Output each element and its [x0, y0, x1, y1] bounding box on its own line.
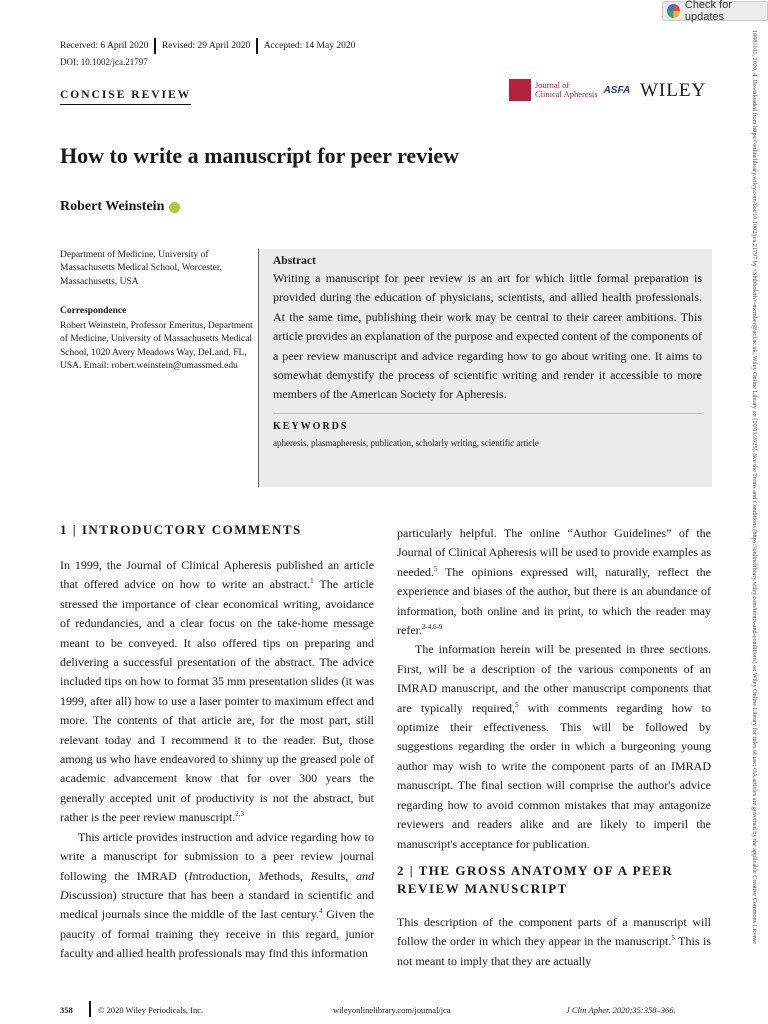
article-title: How to write a manuscript for peer review: [60, 143, 459, 168]
left-column-body: [60, 556, 374, 964]
abstract-box: [258, 249, 712, 487]
paragraph: particularly helpful. The online “Author Guidelines” of the Journal of Clinical Apheresis will be used to provide examples as needed.$^5$ The opinions expressed will, naturally, reflect the experience and biases of the author, but there is an abundance of information, both online and in print, to which the reader may refer.$^{2-4,6-9}$: [397, 526, 711, 638]
journal-logo-text: Journal of Clinical Apheresis: [535, 80, 598, 99]
right-column-body: [397, 524, 711, 854]
paragraph: This description of the component parts of a manuscript will follow the order in which they appear in the manuscript.$^5$ This is not meant to imply that they are actually: [397, 915, 712, 968]
citation: J Clin Apher. 2020;35:358–366.: [566, 1005, 676, 1015]
date-divider: [154, 38, 156, 54]
crossmark-icon: [667, 4, 680, 18]
affiliation: Department of Medicine, University of Massachusetts Medical School, Worcester, Massachusetts, USA: [60, 250, 222, 287]
society-logo: ASFA: [603, 84, 631, 96]
received-date: Received: 6 April 2020: [60, 41, 149, 51]
correspondence-text: Robert Weinstein, Professor Emeritus, Department of Medicine, University of Massachusetts Medical School, 1020 Avery Meadows Way, DeLand, FL, USA. Email: robert.weinstein@umassmed.edu: [60, 321, 253, 371]
journal-logo: [509, 79, 635, 101]
section-2-heading: 2 | THE GROSS ANATOMY OF A PEER REVIEW MANUSCRIPT: [397, 863, 674, 896]
keywords-heading: KEYWORDS: [273, 420, 349, 432]
paragraph: The information herein will be presented in three sections. First, will be a description of the various components of an IMRAD manuscript, and the other manuscript components that are typically required,$^5$ with comments regarding how to optimize their effectiveness. This will be followed by suggestions regarding the order in which a burgeoning young author may wish to write the component parts of an IMRAD manuscript. The final section will comprise the author's advice regarding how to avoid common mistakes that may antagonize reviewers and readers alike and are likely to imperil the manuscript's acceptance for publication.: [397, 642, 711, 851]
orcid-icon[interactable]: [169, 202, 180, 213]
abstract-heading: Abstract: [273, 255, 316, 267]
copyright: © 2020 Wiley Periodicals, Inc.: [98, 1005, 204, 1015]
correspondence-heading: Correspondence: [60, 306, 127, 316]
keywords-list: apheresis, plasmapheresis, publication, scholarly writing, scientific article: [273, 437, 539, 448]
abstract-text: Writing a manuscript for peer review is an art for which little formal preparation is provided during the education of physicians, scientists, and allied health professionals. At the same time, publishing their work may be central to their career ambitions. This article provides an explanation of the purpose and expected content of the components of a peer review manuscript and advice regarding how to go about writing one. It aims to somewhat demystify the process of scientific writing and render it accessible to more members of the American Society for Apheresis.: [273, 271, 702, 402]
accepted-date: Accepted: 14 May 2020: [263, 41, 356, 51]
abstract-divider: [273, 413, 702, 414]
article-dates: [60, 38, 355, 54]
page-number: 358: [60, 1005, 73, 1015]
publisher-logo: WILEY: [640, 80, 707, 101]
revised-date: Revised: 29 April 2020: [161, 41, 251, 51]
paragraph: This article provides instruction and advice regarding how to write a manuscript for submission to a peer review journal following the IMRAD (Introduction, Methods, Results, and Discussion) structure that has been a standard in scientific and medical journals since the middle of the last century.$^4$ Given the paucity of formal training they receive in this regard, junior faculty and allied health professionals may find this information: [60, 829, 374, 961]
section-label: CONCISE REVIEW: [60, 89, 191, 105]
footer-divider: [89, 1001, 91, 1017]
date-divider: [256, 38, 258, 54]
check-updates-label: Check for updates: [684, 0, 732, 23]
paragraph: In 1999, the Journal of Clinical Apheresis published an article that offered advice on how to write an abstract.$^1$ The article stressed the importance of clear economical writing, avoidance of redundancies, and a clear focus on the take-home message meant to be conveyed. It also offered tips on preparing and delivering a successful presentation of the abstract. The advice included tips on how to format 35 mm presentation slides (it was 1999, after all) how to use a laser pointer to maximum effect and more. The contents of that article are, for the most part, still relevant today and I recommend it to the reader. But, those among us who have endeavored to shinny up the greased pole of academic advancement know that for over 300 years the generally accepted unit of productivity is not the abstract, but rather is the peer review manuscript.$^{2,3}$: [60, 558, 375, 825]
author-name: Robert Weinstein: [60, 199, 165, 214]
section-2-body: [397, 913, 711, 971]
journal-logo-mark-icon: [509, 79, 531, 101]
check-for-updates-button[interactable]: [662, 1, 768, 21]
journal-url-link[interactable]: wileyonlinelibrary.com/journal/jca: [333, 1005, 451, 1015]
download-notice-strip: 10981101, 2020, 4, Downloaded from https://onlinelibrary.wiley.com/doi/10.1002/jca.21797 by <Shibboleth>-member@ucl.ac.uk, Wiley Online Library on [10/03/2025]. See the Terms and Conditions (https://onlinelibrary.wiley.com/terms-and-conditions) on Wiley Online Library for rules of use; OA articles are governed by the applicable Creative Commons License: [751, 30, 758, 944]
section-1-heading: 1 | INTRODUCTORY COMMENTS: [60, 522, 302, 537]
author-line: [60, 199, 180, 215]
doi: DOI: 10.1002/jca.21797: [60, 57, 148, 67]
